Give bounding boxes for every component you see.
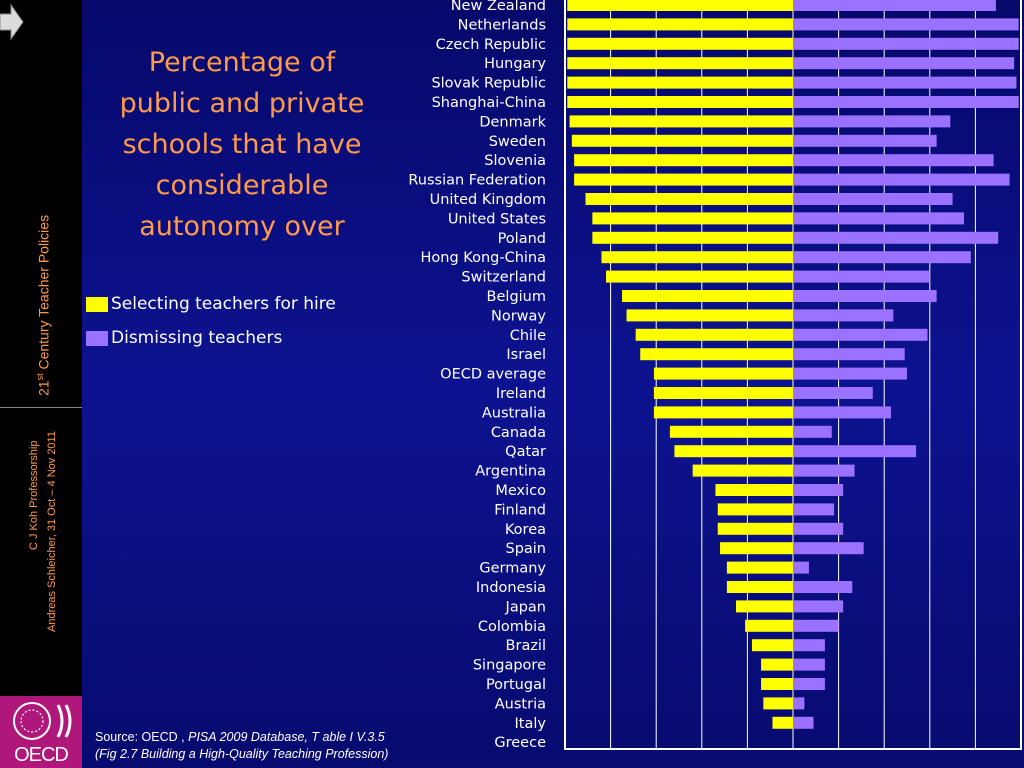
bar-hire xyxy=(772,717,793,729)
bar-hire xyxy=(693,465,793,477)
bar-dismiss xyxy=(793,697,804,709)
category-label: Indonesia xyxy=(475,580,546,596)
bar-hire xyxy=(718,523,793,535)
bar-dismiss xyxy=(793,581,852,593)
bar-hire xyxy=(601,251,793,263)
bar-dismiss xyxy=(793,717,814,729)
bar-hire xyxy=(670,426,793,438)
category-label: Sweden xyxy=(488,133,546,150)
presenter-credit: C J Koh Professorship xyxy=(28,440,40,550)
category-label: Korea xyxy=(504,521,546,538)
category-label: Norway xyxy=(490,308,546,325)
category-label: Israel xyxy=(506,347,546,364)
category-label: Chile xyxy=(509,327,546,344)
bar-hire xyxy=(727,562,793,574)
category-label: Mexico xyxy=(495,483,546,499)
bar-dismiss xyxy=(793,271,930,283)
category-label: Slovenia xyxy=(484,153,546,170)
category-label: Austria xyxy=(494,696,546,713)
category-label: Canada xyxy=(490,424,546,441)
category-label: Portugal xyxy=(485,677,546,693)
category-label: Colombia xyxy=(477,618,546,635)
legend-label-hire: Selecting teachers for hire xyxy=(111,294,336,314)
bar-dismiss xyxy=(793,620,839,632)
bar-hire xyxy=(654,387,793,399)
category-label: Hong Kong-China xyxy=(420,250,546,267)
bar-dismiss xyxy=(793,0,996,11)
category-label: Qatar xyxy=(505,444,546,461)
category-label: Germany xyxy=(479,560,546,577)
category-label: United States xyxy=(447,211,546,228)
bar-dismiss xyxy=(793,115,950,127)
legend-label-dismiss: Dismissing teachers xyxy=(111,328,283,348)
category-label: Shanghai-China xyxy=(431,95,546,111)
bar-dismiss xyxy=(793,193,953,205)
bar-dismiss xyxy=(793,18,1019,30)
category-label: Czech Republic xyxy=(435,36,546,53)
category-label: Australia xyxy=(481,405,546,422)
bar-dismiss xyxy=(793,445,916,457)
category-label: Netherlands xyxy=(457,17,546,34)
bar-hire xyxy=(586,193,793,205)
category-label: Greece xyxy=(494,735,546,752)
bar-dismiss xyxy=(793,57,1014,69)
bar-dismiss xyxy=(793,154,994,166)
series-title: 21st Century Teacher Policies xyxy=(35,214,52,396)
bar-dismiss xyxy=(793,174,1010,186)
bar-dismiss xyxy=(793,406,891,418)
category-label: Poland xyxy=(497,230,546,247)
bar-dismiss xyxy=(793,542,864,554)
bar-hire xyxy=(761,678,793,690)
bar-dismiss xyxy=(793,465,855,477)
bar-hire xyxy=(567,38,793,50)
category-label: United Kingdom xyxy=(429,192,546,208)
bar-hire xyxy=(761,659,793,671)
bar-hire xyxy=(592,212,793,224)
event-line: Andreas Schleicher, 31 Oct – 4 Nov 2011 xyxy=(46,431,58,632)
category-label: Hungary xyxy=(484,56,546,73)
bar-hire xyxy=(627,309,793,321)
bar-hire xyxy=(715,484,793,496)
bar-dismiss xyxy=(793,290,937,302)
bar-hire xyxy=(636,329,793,341)
bar-hire xyxy=(592,232,793,244)
bar-dismiss xyxy=(793,678,825,690)
bar-dismiss xyxy=(793,426,832,438)
source-note: Source: OECD , PISA 2009 Database, T able I V.3.5 (Fig 2.7 Building a High-Quality Teaching Profession) xyxy=(95,730,389,761)
bar-hire xyxy=(574,174,793,186)
category-label: Brazil xyxy=(505,638,546,655)
bar-dismiss xyxy=(793,38,1019,50)
bar-dismiss xyxy=(793,251,971,263)
bar-hire xyxy=(654,368,793,380)
bar-hire xyxy=(622,290,793,302)
bar-hire xyxy=(745,620,793,632)
category-label: Slovak Republic xyxy=(431,75,546,92)
slide-title: Percentage of public and private schools that have considerable autonomy over xyxy=(119,47,365,242)
bar-dismiss xyxy=(793,329,928,341)
bar-dismiss xyxy=(793,387,873,399)
bar-dismiss xyxy=(793,503,834,515)
bar-hire xyxy=(640,348,793,360)
bar-dismiss xyxy=(793,348,905,360)
bar-hire xyxy=(727,581,793,593)
bar-hire xyxy=(574,154,793,166)
bar-dismiss xyxy=(793,523,843,535)
bar-dismiss xyxy=(793,232,998,244)
bar-dismiss xyxy=(793,484,843,496)
bar-hire xyxy=(763,697,793,709)
category-label: Finland xyxy=(494,502,546,519)
bar-hire xyxy=(567,18,793,30)
category-label: Japan xyxy=(505,599,546,616)
bar-dismiss xyxy=(793,96,1019,108)
bar-hire xyxy=(606,271,793,283)
category-label: Spain xyxy=(505,541,546,558)
category-label: Switzerland xyxy=(461,269,546,286)
bar-hire xyxy=(567,57,793,69)
category-label: Ireland xyxy=(495,386,546,402)
bar-hire xyxy=(736,600,793,612)
category-label: Argentina xyxy=(475,463,546,480)
category-label: Italy xyxy=(514,715,546,732)
oecd-logo-text: OECD xyxy=(14,744,68,766)
category-label: New Zealand xyxy=(450,0,546,14)
bar-hire xyxy=(720,542,793,554)
bar-hire xyxy=(572,135,793,147)
bar-dismiss xyxy=(793,562,809,574)
bar-hire xyxy=(654,406,793,418)
bar-dismiss xyxy=(793,639,825,651)
category-label: Denmark xyxy=(479,114,546,131)
bar-dismiss xyxy=(793,659,825,671)
bar-hire xyxy=(718,503,793,515)
bar-hire xyxy=(567,77,793,89)
category-label: Singapore xyxy=(472,657,546,674)
bar-dismiss xyxy=(793,135,937,147)
bar-dismiss xyxy=(793,309,893,321)
bar-dismiss xyxy=(793,77,1016,89)
bar-hire xyxy=(567,96,793,108)
bar-dismiss xyxy=(793,212,964,224)
bar-hire xyxy=(674,445,793,457)
bar-dismiss xyxy=(793,600,843,612)
bar-hire xyxy=(570,115,793,127)
category-label: OECD average xyxy=(440,366,546,383)
category-label: Belgium xyxy=(486,289,546,305)
bar-hire xyxy=(752,639,793,651)
bar-hire xyxy=(567,0,793,11)
bar-dismiss xyxy=(793,368,907,380)
category-label: Russian Federation xyxy=(408,172,546,189)
